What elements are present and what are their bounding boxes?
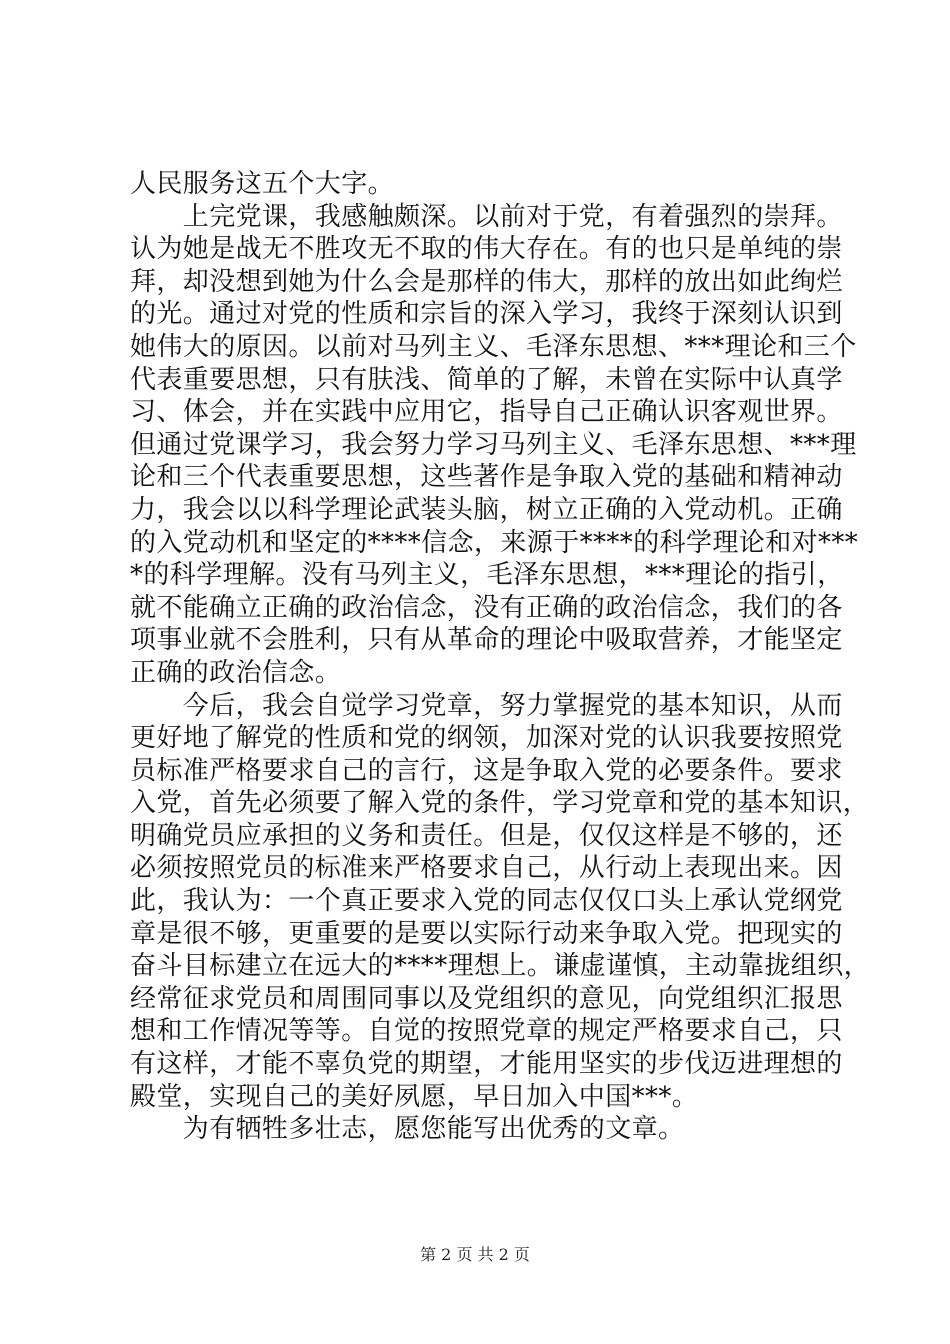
text-line: 想和工作情况等等。自觉的按照党章的规定严格要求自己，只: [130, 1016, 843, 1047]
text-line: 今后，我会自觉学习党章，努力掌握党的基本知识，从而: [130, 690, 843, 721]
text-line: 力，我会以以科学理论武装头脑，树立正确的入党动机。正确: [130, 494, 843, 525]
text-line: 正确的政治信念。: [130, 657, 342, 688]
text-line: 的入党动机和坚定的****信念，来源于****的科学理论和对***: [130, 527, 859, 558]
text-line: 员标准严格要求自己的言行，这是争取入党的必要条件。要求: [130, 755, 843, 786]
text-line: 就不能确立正确的政治信念，没有正确的政治信念，我们的各: [130, 592, 843, 623]
text-line: 的光。通过对党的性质和宗旨的深入学习，我终于深刻认识到: [130, 299, 843, 330]
text-line: 有这样，才能不辜负党的期望，才能用坚实的步伐迈进理想的: [130, 1049, 843, 1080]
text-line: 但通过党课学习，我会努力学习马列主义、毛泽东思想、***理: [130, 429, 857, 460]
text-line: 奋斗目标建立在远大的****理想上。谦虚谨慎，主动靠拢组织，: [130, 951, 871, 982]
text-line: 殿堂，实现自己的美好夙愿，早日加入中国***。: [130, 1081, 699, 1112]
text-line: 代表重要思想，只有肤浅、简单的了解，未曾在实际中认真学: [130, 364, 843, 395]
text-line: 入党，首先必须要了解入党的条件，学习党章和党的基本知识，: [130, 788, 870, 819]
text-line: 认为她是战无不胜攻无不取的伟大存在。有的也只是单纯的崇: [130, 234, 843, 265]
text-line: 为有牺牲多壮志，愿您能写出优秀的文章。: [130, 1114, 685, 1145]
text-line: 上完党课，我感触颇深。以前对于党，有着强烈的崇拜。: [130, 201, 843, 232]
page-number-footer: 第 2 页 共 2 页: [420, 1245, 530, 1264]
body-text: [130, 168, 871, 1146]
text-line: *的科学理解。没有马列主义，毛泽东思想，***理论的指引，: [130, 560, 844, 591]
text-line: 明确党员应承担的义务和责任。但是，仅仅这样是不够的，还: [130, 820, 843, 851]
text-line: 论和三个代表重要思想，这些著作是争取入党的基础和精神动: [130, 462, 843, 493]
text-line: 她伟大的原因。以前对马列主义、毛泽东思想、***理论和三个: [130, 331, 857, 362]
text-line: 更好地了解党的性质和党的纲领，加深对党的认识我要按照党: [130, 723, 843, 754]
text-line: 经常征求党员和周围同事以及党组织的意见，向党组织汇报思: [130, 983, 843, 1014]
text-line: 章是很不够，更重要的是要以实际行动来争取入党。把现实的: [130, 918, 843, 949]
text-line: 必须按照党员的标准来严格要求自己，从行动上表现出来。因: [130, 853, 843, 884]
text-line: 人民服务这五个大字。: [130, 169, 395, 199]
text-line: 习、体会，并在实践中应用它，指导自己正确认识客观世界。: [130, 397, 843, 428]
text-line: 此，我认为：一个真正要求入党的同志仅仅口头上承认党纲党: [130, 886, 843, 917]
text-line: 拜，却没想到她为什么会是那样的伟大，那样的放出如此绚烂: [130, 266, 843, 297]
text-line: 项事业就不会胜利，只有从革命的理论中吸取营养，才能坚定: [130, 625, 843, 656]
